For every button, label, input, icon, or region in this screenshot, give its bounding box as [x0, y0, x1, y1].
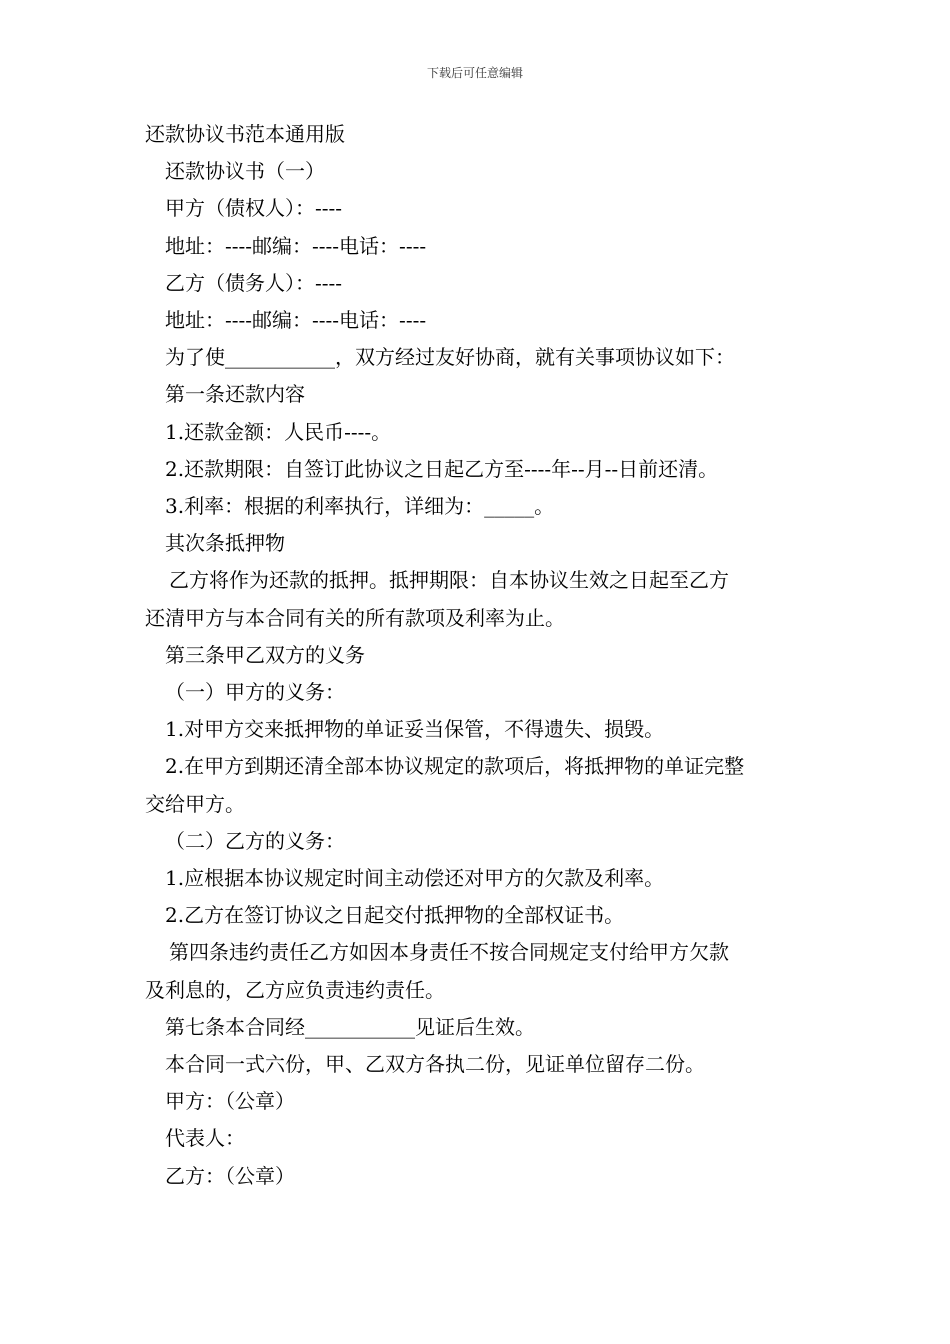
copies-line: 本合同一式六份，甲、乙双方各执二份，见证单位留存二份。 [165, 1052, 705, 1077]
article-2-text-line-1: 乙方将作为还款的抵押。抵押期限：自本协议生效之日起至乙方 [169, 568, 729, 593]
party-a-duty-2-line-1: 2.在甲方到期还清全部本协议规定的款项后，将抵押物的单证完整 [165, 754, 745, 779]
party-b-duty-2: 2.乙方在签订协议之日起交付抵押物的全部权证书。 [165, 903, 625, 928]
article-4-line-2: 及利息的，乙方应负责违约责任。 [145, 977, 445, 1002]
agreement-heading: 还款协议书（一） [165, 159, 325, 184]
article-1-heading: 第一条还款内容 [165, 382, 305, 407]
article-1-item-2: 2.还款期限：自签订此协议之日起乙方至----年--月--日前还清。 [165, 456, 719, 481]
document-body [145, 116, 810, 1195]
party-b-seal-line: 乙方：（公章） [165, 1163, 295, 1188]
article-1-item-1: 1.还款金额：人民币----。 [165, 419, 392, 444]
article-4-line-1: 第四条违约责任乙方如因本身责任不按合同规定支付给甲方欠款 [169, 940, 729, 965]
article-2-text-line-2: 还清甲方与本合同有关的所有款项及利率为止。 [145, 605, 565, 630]
party-b-address-line: 地址：----邮编：----电话：---- [165, 308, 427, 333]
party-a-seal-line: 甲方：（公章） [165, 1089, 295, 1114]
article-2-heading: 其次条抵押物 [165, 531, 285, 556]
article-1-item-3: 3.利率：根据的利率执行，详细为：_____。 [165, 494, 555, 519]
party-a-line: 甲方（债权人）：---- [165, 196, 343, 221]
party-a-duty-1: 1.对甲方交来抵押物的单证妥当保管，不得遗失、损毁。 [165, 717, 665, 742]
party-a-duties-heading: （一）甲方的义务： [165, 680, 345, 705]
page-header-note: 下载后可任意编辑 [426, 66, 523, 80]
party-b-duties-heading: （二）乙方的义务： [165, 828, 345, 853]
party-a-duty-2-line-2: 交给甲方。 [145, 791, 245, 816]
article-7-line: 第七条本合同经___________见证后生效。 [165, 1014, 535, 1039]
party-a-address-line: 地址：----邮编：----电话：---- [165, 233, 427, 258]
article-3-heading: 第三条甲乙双方的义务 [165, 642, 365, 667]
representative-line: 代表人： [165, 1126, 245, 1151]
party-b-duty-1: 1.应根据本协议规定时间主动偿还对甲方的欠款及利率。 [165, 866, 665, 891]
party-b-line: 乙方（债务人）：---- [165, 270, 343, 295]
document-title: 还款协议书范本通用版 [145, 122, 345, 146]
preamble-line: 为了使___________，双方经过友好协商，就有关事项协议如下： [165, 345, 735, 370]
